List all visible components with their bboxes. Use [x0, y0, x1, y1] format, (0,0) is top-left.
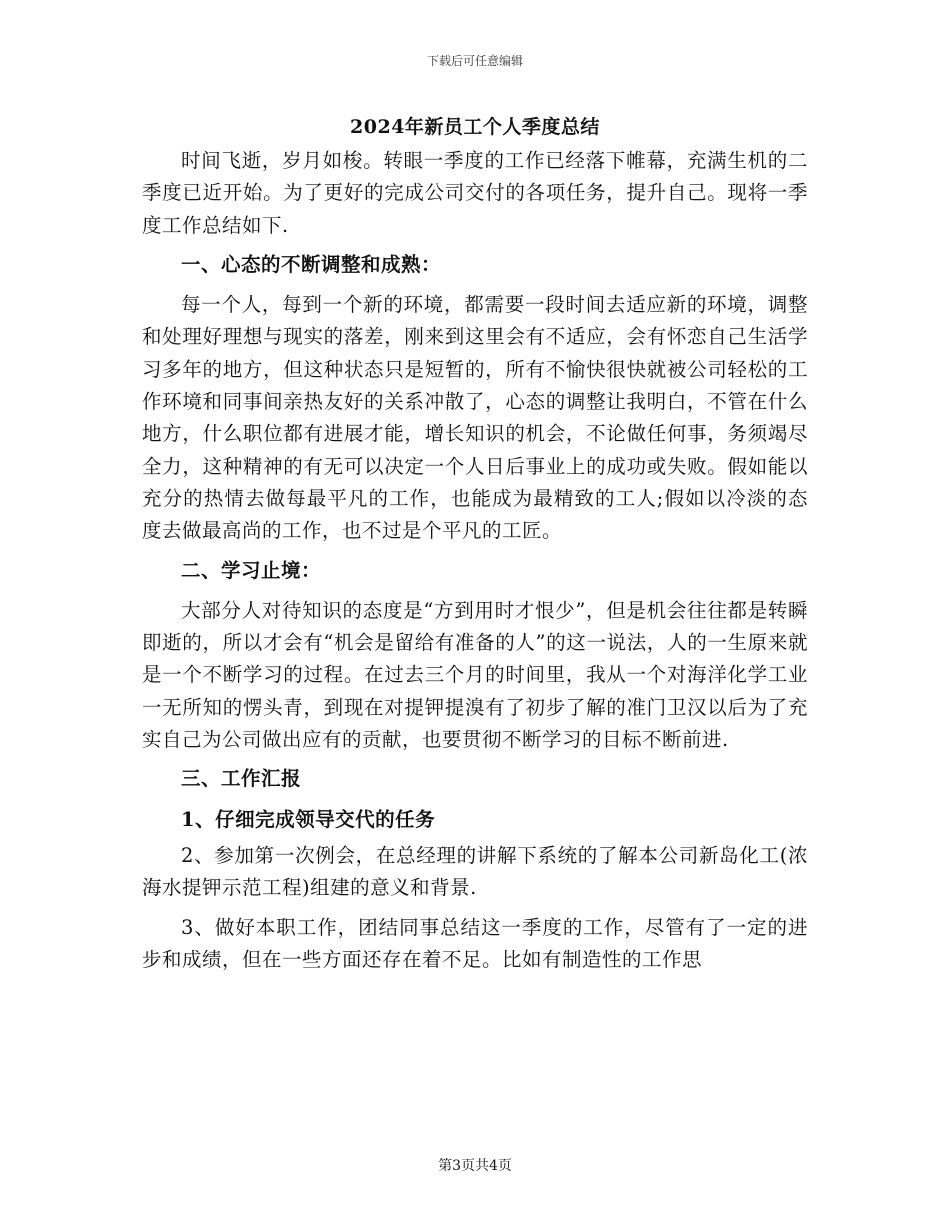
paragraph-item-2: 2、参加第一次例会，在总经理的讲解下系统的了解本公司新岛化工(浓海水提钾示范工程)组建的意义和背景.: [142, 843, 808, 900]
subheading-task-1: 1、仔细完成领导交代的任务: [181, 807, 436, 831]
document-body: [142, 112, 808, 983]
paragraph-learning: 大部分人对待知识的态度是“方到用时才恨少”，但是机会往往都是转瞬即逝的，所以才会有“机会是留给有准备的人”的这一说法，人的一生原来就是一个不断学习的过程。在过去三个月的时间里，我从一个对海洋化学工业一无所知的愣头青，到现在对提钾提溴有了初步了解的准门卫汉以后为了充实自己为公司做出应有的贡献，也要贯彻不断学习的目标不断前进.: [142, 598, 808, 752]
paragraph-item-3: 3、做好本职工作，团结同事总结这一季度的工作，尽管有了一定的进步和成绩，但在一些方面还存在着不足。比如有制造性的工作思: [142, 915, 808, 971]
section-heading-work-report: 三、工作汇报: [181, 767, 302, 791]
document-title: 2024年新员工个人季度总结: [350, 116, 600, 138]
section-heading-learning: 二、学习止境：: [181, 558, 322, 582]
page-number: 第3页共4页: [438, 1158, 512, 1174]
paragraph-intro: 时间飞逝，岁月如梭。转眼一季度的工作已经落下帷幕，充满生机的二季度已近开始。为了更好的完成公司交付的各项任务，提升自己。现将一季度工作总结如下.: [142, 149, 808, 237]
section-heading-mindset: 一、心态的不断调整和成熟：: [181, 252, 442, 276]
page-header-note: 下载后可任意编辑: [426, 54, 523, 68]
paragraph-mindset: 每一个人，每到一个新的环境，都需要一段时间去适应新的环境，调整和处理好理想与现实的落差，刚来到这里会有不适应，会有怀恋自己生活学习多年的地方，但这种状态只是短暂的，所有不愉快很快就被公司轻松的工作环境和同事间亲热友好的关系冲散了，心态的调整让我明白，不管在什么地方，什么职位都有进展才能，增长知识的机会，不论做任何事，务须竭尽全力，这种精神的有无可以决定一个人日后事业上的成功或失败。假如能以充分的热情去做每最平凡的工作，也能成为最精致的工人;假如以冷淡的态度去做最高尚的工作，也不过是个平凡的工匠。: [142, 293, 808, 543]
